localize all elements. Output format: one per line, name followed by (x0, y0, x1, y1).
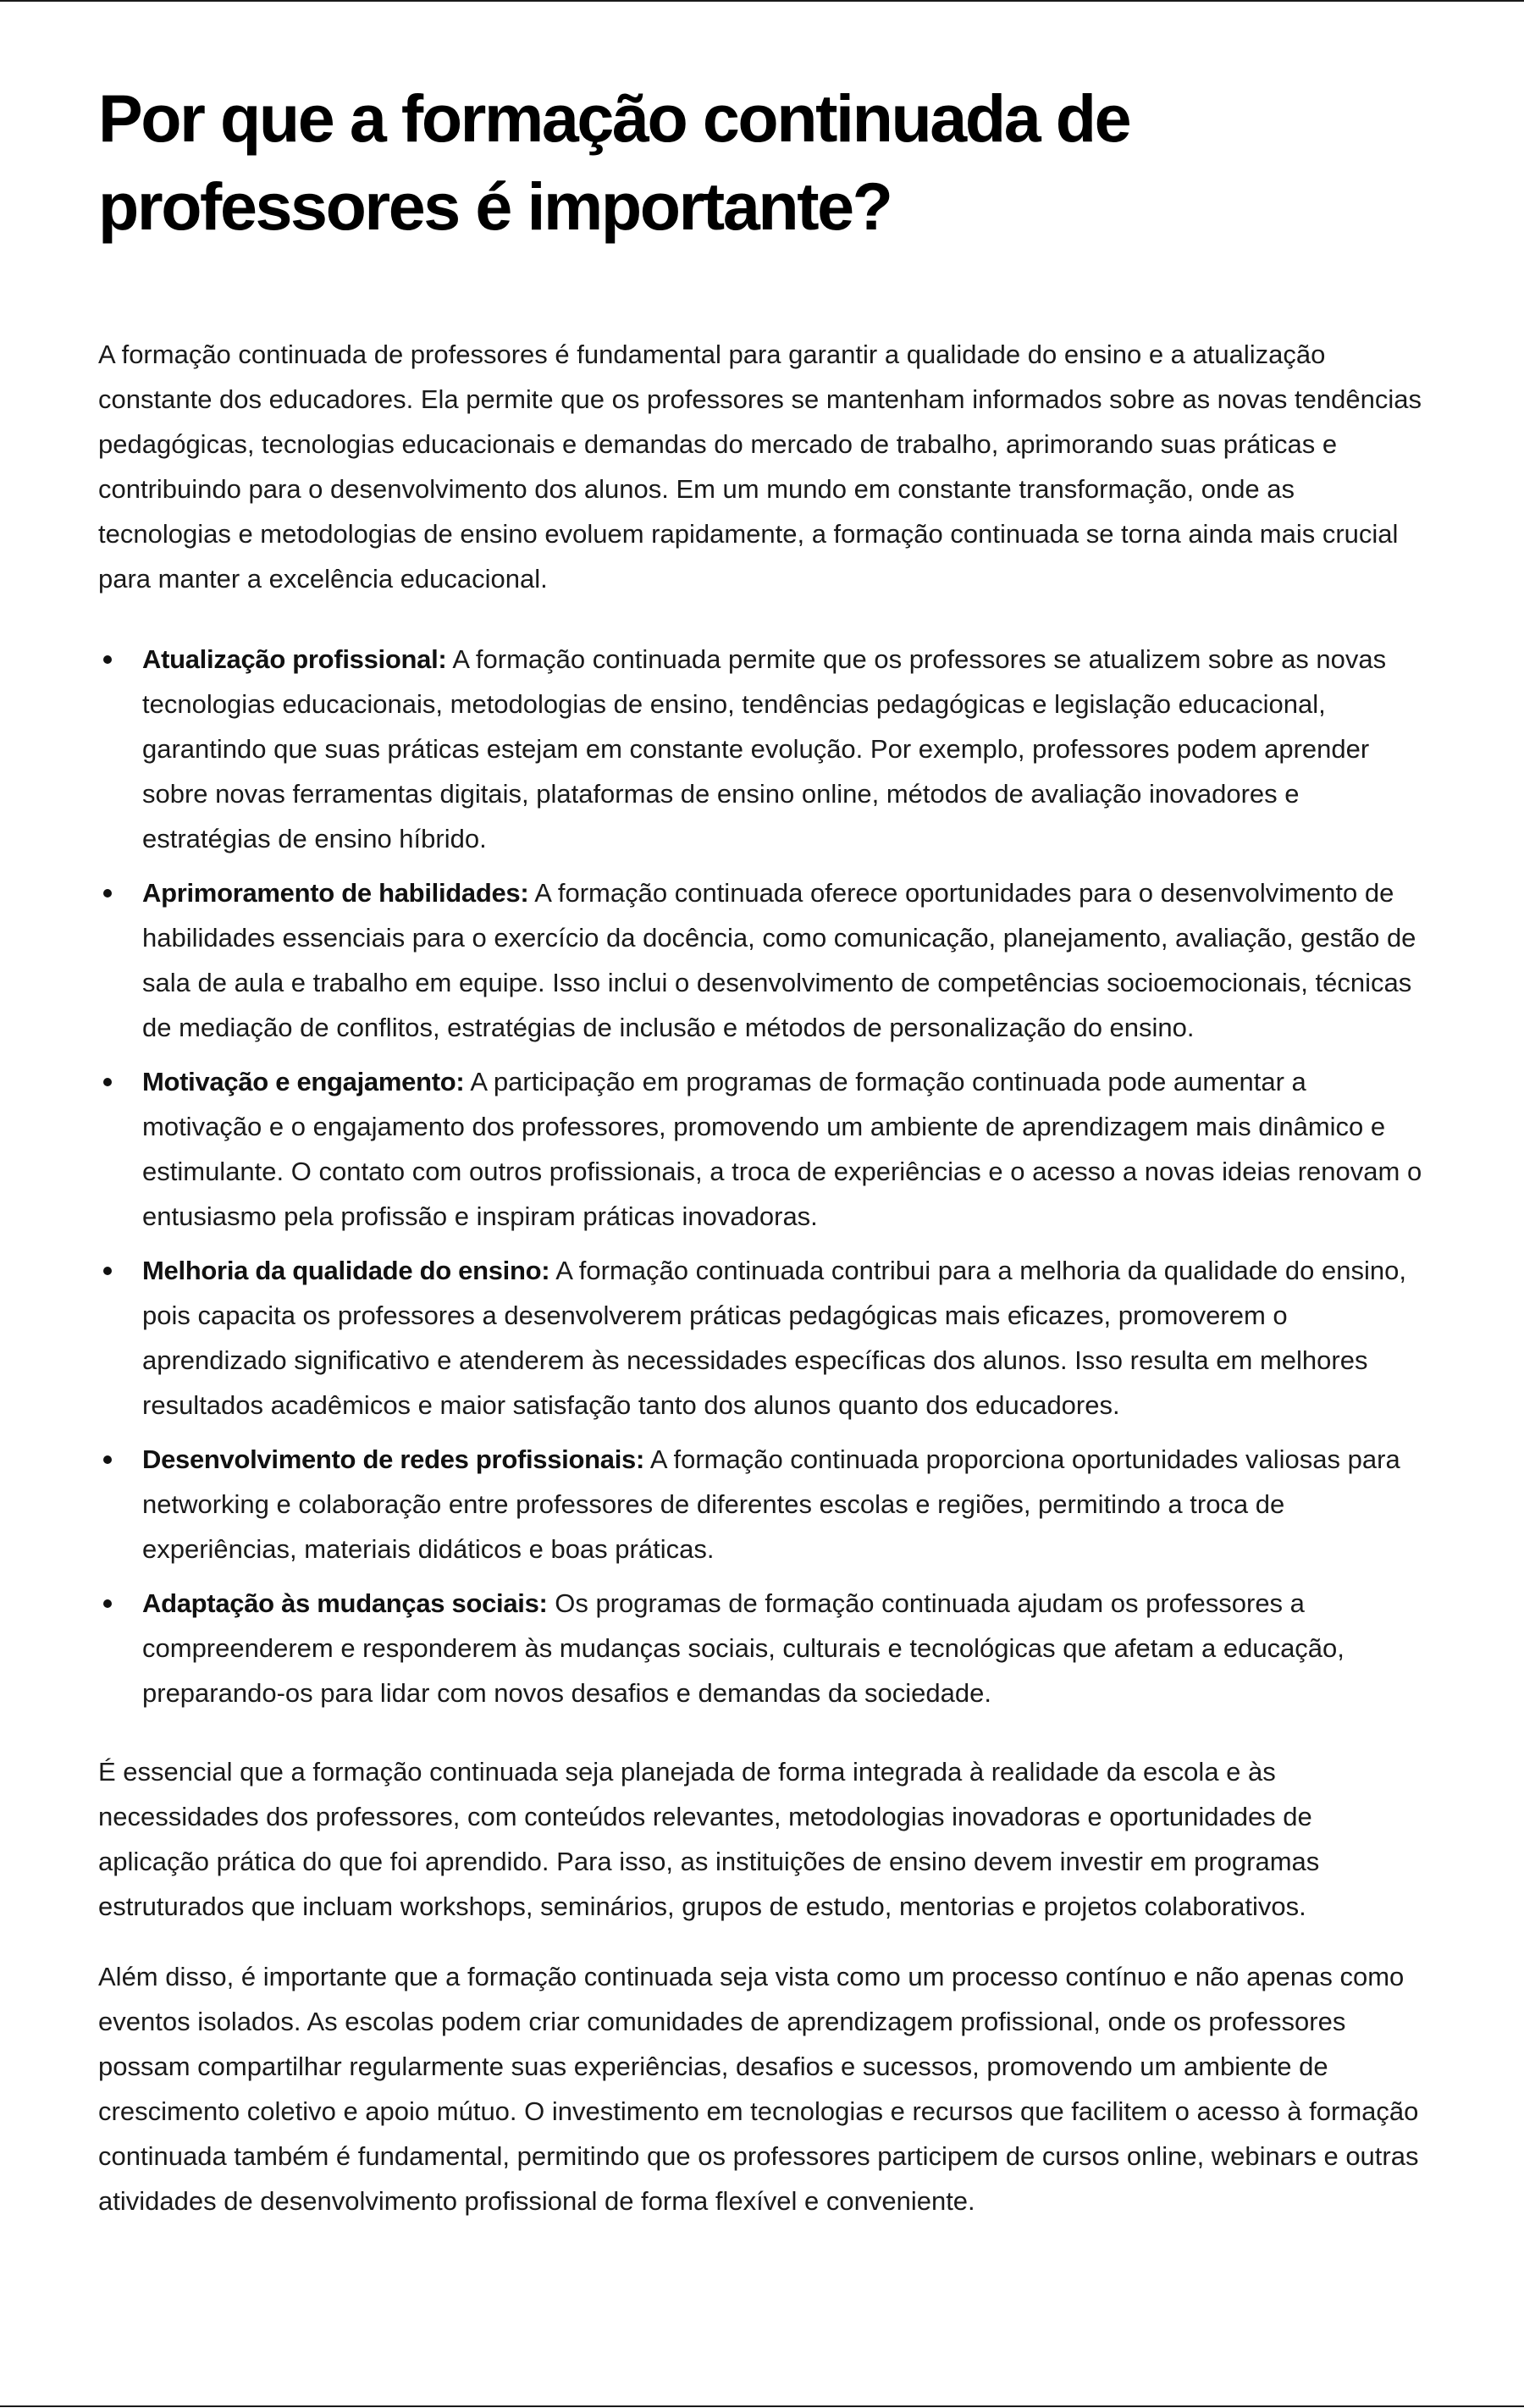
benefit-item-teaching-quality (98, 1248, 1427, 1428)
top-border-rule (0, 0, 1524, 2)
intro-paragraph: A formação continuada de professores é fundamental para garantir a qualidade do ensino e a atualização constante dos educadores. Ela permite que os professores se mantenham informados sobre as novas tendências pedagógicas, tecnologias educacionais e demandas do mercado de trabalho, aprimorando suas práticas e contribuindo para o desenvolvimento dos alunos. Em um mundo em constante transformação, onde as tecnologias e metodologias de ensino evoluem rapidamente, a formação continuada se torna ainda mais crucial para manter a excelência educacional. (98, 340, 1422, 594)
benefit-term: Melhoria da qualidade do ensino: (142, 1256, 550, 1285)
benefit-item-professional-networks (98, 1437, 1427, 1571)
benefit-text: A formação continuada contribui para a melhoria da qualidade do ensino, pois capacita os professores a desenvolverem práticas pedagógicas mais eficazes, promoverem o aprendizado significativo e atenderem às necessidades específicas dos alunos. Isso resulta em melhores resultados acadêmicos e maior satisfação tanto dos alunos quanto dos educadores. (142, 1256, 1406, 1420)
benefit-text: A formação continuada permite que os professores se atualizem sobre as novas tecnologias educacionais, metodologias de ensino, tendências pedagógicas e legislação educacional, garantindo que suas práticas estejam em constante evolução. Por exemplo, professores podem aprender sobre novas ferramentas digitais, plataformas de ensino online, métodos de avaliação inovadores e estratégias de ensino híbrido. (142, 644, 1387, 853)
bullet-icon (103, 1599, 112, 1608)
benefit-term: Motivação e engajamento: (142, 1067, 465, 1096)
benefit-item-social-changes (98, 1581, 1427, 1715)
bullet-icon (103, 1267, 112, 1275)
benefit-item-skills-improvement (98, 870, 1427, 1050)
benefits-list (98, 637, 1427, 1715)
closing-paragraph-continuous-process: Além disso, é importante que a formação continuada seja vista como um processo contínuo e não apenas como eventos isolados. As escolas podem criar comunidades de aprendizagem profissional, onde os professores possam compartilhar regularmente suas experiências, desafios e sucessos, promovendo um ambiente de crescimento coletivo e apoio mútuo. O investimento em tecnologias e recursos que facilitem o acesso à formação continuada também é fundamental, permitindo que os professores participem de cursos online, webinars e outras atividades de desenvolvimento profissional de forma flexível e conveniente. (98, 1962, 1419, 2216)
benefit-item-professional-update (98, 637, 1427, 861)
bullet-icon (103, 1078, 112, 1086)
bullet-icon (103, 1455, 112, 1464)
benefit-term: Atualização profissional: (142, 644, 447, 674)
bottom-border-rule (0, 2405, 1524, 2407)
benefit-text: A participação em programas de formação continuada pode aumentar a motivação e o engajamento dos professores, promovendo um ambiente de aprendizagem mais dinâmico e estimulante. O contato com outros profissionais, a troca de experiências e o acesso a novas ideias renovam o entusiasmo pela profissão e inspiram práticas inovadoras. (142, 1067, 1422, 1231)
bullet-icon (103, 655, 112, 664)
closing-paragraph-planning: É essencial que a formação continuada seja planejada de forma integrada à realidade da escola e às necessidades dos professores, com conteúdos relevantes, metodologias inovadoras e oportunidades de aplicação prática do que foi aprendido. Para isso, as instituições de ensino devem investir em programas estruturados que incluam workshops, seminários, grupos de estudo, mentorias e projetos colaborativos. (98, 1757, 1320, 1921)
benefit-text: A formação continuada proporciona oportunidades valiosas para networking e colaboração entre professores de diferentes escolas e regiões, permitindo a troca de experiências, materiais didáticos e boas práticas. (142, 1444, 1400, 1564)
benefit-text: Os programas de formação continuada ajudam os professores a compreenderem e responderem às mudanças sociais, culturais e tecnológicas que afetam a educação, preparando-os para lidar com novos desafios e demandas da sociedade. (142, 1588, 1345, 1708)
page-title: Por que a formação continuada de professores é importante? (98, 80, 1130, 244)
article-content (98, 75, 1427, 2249)
benefit-term: Desenvolvimento de redes profissionais: (142, 1444, 644, 1474)
bullet-icon (103, 889, 112, 897)
benefit-term: Adaptação às mudanças sociais: (142, 1588, 548, 1618)
benefit-term: Aprimoramento de habilidades: (142, 878, 529, 908)
benefit-text: A formação continuada oferece oportunidades para o desenvolvimento de habilidades essenciais para o exercício da docência, como comunicação, planejamento, avaliação, gestão de sala de aula e trabalho em equipe. Isso inclui o desenvolvimento de competências socioemocionais, técnicas de mediação de conflitos, estratégias de inclusão e métodos de personalização do ensino. (142, 878, 1416, 1042)
benefit-item-motivation (98, 1059, 1427, 1239)
